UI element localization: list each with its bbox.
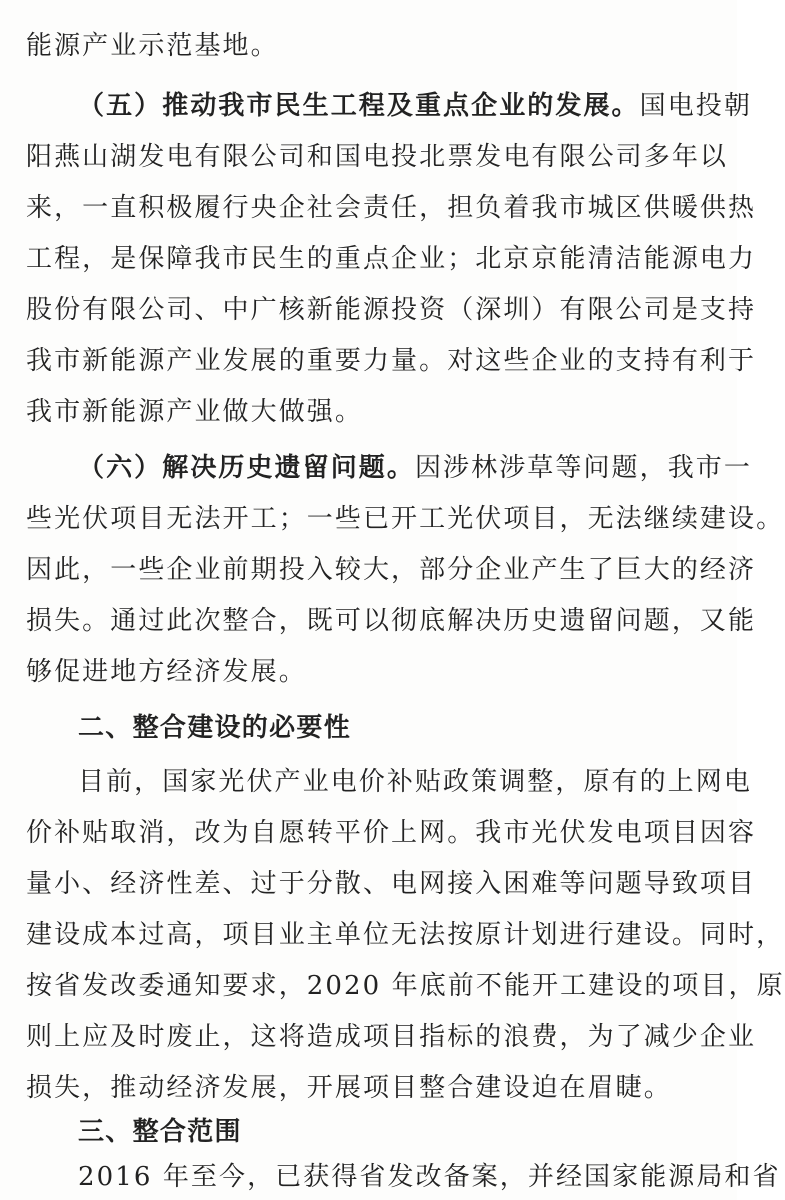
paragraph-line: 够促进地方经济发展。 bbox=[26, 657, 307, 687]
section-subheading: （六）解决历史遗留问题。 bbox=[78, 453, 415, 483]
paragraph-line: 目前，国家光伏产业电价补贴政策调整，原有的上网电 bbox=[78, 767, 752, 797]
paragraph-line: 建设成本过高，项目业主单位无法按原计划进行建设。同时， bbox=[26, 920, 785, 950]
paragraph-line: 工程，是保障我市民生的重点企业；北京京能清洁能源电力 bbox=[26, 244, 757, 274]
paragraph-text: 国电投朝 bbox=[639, 91, 752, 121]
paragraph-line: 损失。通过此次整合，既可以彻底解决历史遗留问题，又能 bbox=[26, 606, 757, 636]
paragraph-line: 价补贴取消，改为自愿转平价上网。我市光伏发电项目因容 bbox=[26, 818, 757, 848]
paragraph-line bbox=[78, 446, 752, 490]
paragraph-line: 按省发改委通知要求，2020 年底前不能开工建设的项目，原 bbox=[26, 971, 785, 1001]
paragraph-text: 因涉林涉草等问题，我市一 bbox=[414, 453, 752, 483]
paragraph-line: 因此，一些企业前期投入较大，部分企业产生了巨大的经济 bbox=[26, 555, 757, 585]
section-heading: 二、整合建设的必要性 bbox=[78, 713, 352, 743]
paragraph-line: 些光伏项目无法开工；一些已开工光伏项目，无法继续建设。 bbox=[26, 504, 785, 534]
paragraph-line bbox=[78, 84, 752, 128]
paragraph-line: 量小、经济性差、过于分散、电网接入困难等问题导致项目 bbox=[26, 869, 757, 899]
paragraph-line: 阳燕山湖发电有限公司和国电投北票发电有限公司多年以 bbox=[26, 142, 729, 172]
paragraph-line: 我市新能源产业发展的重要力量。对这些企业的支持有利于 bbox=[26, 346, 757, 376]
paragraph-line: 来，一直积极履行央企社会责任，担负着我市城区供暖供热 bbox=[26, 193, 757, 223]
paragraph-line: 我市新能源产业做大做强。 bbox=[26, 397, 363, 427]
paragraph-line: 则上应及时废止，这将造成项目指标的浪费，为了减少企业 bbox=[26, 1022, 757, 1052]
section-heading: 三、整合范围 bbox=[78, 1117, 242, 1147]
section-subheading: （五）推动我市民生工程及重点企业的发展。 bbox=[78, 91, 640, 121]
paragraph-line: 能源产业示范基地。 bbox=[26, 31, 279, 61]
paragraph-line: 股份有限公司、中广核新能源投资（深圳）有限公司是支持 bbox=[26, 295, 757, 325]
paragraph-line: 损失，推动经济发展，开展项目整合建设迫在眉睫。 bbox=[26, 1073, 672, 1103]
paragraph-line: 2016 年至今，已获得省发改备案，并经国家能源局和省 bbox=[78, 1162, 781, 1192]
